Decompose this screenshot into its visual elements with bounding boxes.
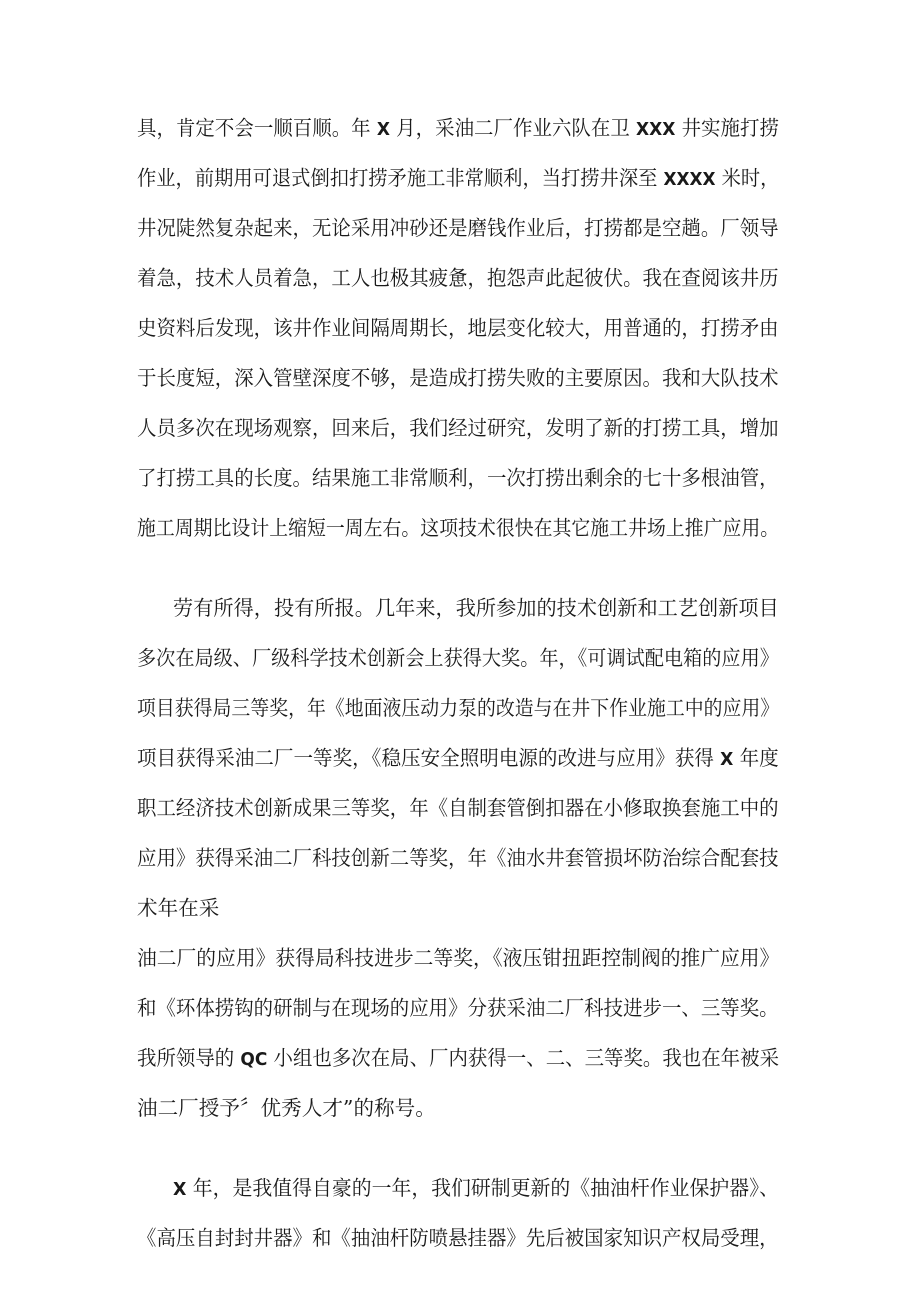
paragraph-1-line-2 <box>137 158 779 198</box>
line-text-segment: 小组也多次在局、厂内获得一、二、三等奖。我也在年被采 <box>267 1046 780 1070</box>
line-text-segment: 年度 <box>733 746 779 770</box>
line-text-segment: 米时， <box>715 166 780 190</box>
paragraph-3-line-1 <box>173 1168 779 1208</box>
paragraph-1-line-8 <box>137 458 779 498</box>
line-text-segment: XXX <box>636 119 676 140</box>
line-text-segment: 于长度短，深入管壁深度不够，是造成打捞失败的主要原因。我和大队技术 <box>137 366 779 390</box>
line-text-segment: 术年在采 <box>137 896 220 920</box>
line-text-segment: QC <box>240 1049 268 1070</box>
line-text-segment: X <box>376 119 390 140</box>
line-text-segment: 井况陡然复杂起来，无论采用冲砂还是磨钱作业后，打捞都是空趟。厂领导 <box>137 216 779 240</box>
paragraph-2-line-5 <box>137 788 779 828</box>
paragraph-1-line-9 <box>137 508 779 548</box>
paragraph-2-line-2 <box>137 638 779 678</box>
line-text-segment: 着急，技术人员着急，工人也极其疲惫，抱怨声此起彼伏。我在查阅该井历 <box>137 266 779 290</box>
paragraph-1-line-1 <box>137 108 779 148</box>
line-text-segment: X <box>173 1179 187 1200</box>
line-text-segment: 人员多次在现场观察，回来后，我们经过研究，发明了新的打捞工具，增加 <box>137 416 779 440</box>
paragraph-2-line-9 <box>137 988 779 1028</box>
line-text-segment: 施工周期比设计上缩短一周左右。这项技术很快在其它施工井场上推广应用。 <box>137 516 780 540</box>
line-text-segment: XXXX <box>663 169 716 190</box>
paragraph-1-line-3 <box>137 208 779 248</box>
paragraph-3-line-2 <box>137 1218 779 1258</box>
paragraph-2-line-3 <box>137 688 779 728</box>
line-text-segment: 作业，前期用可退式倒扣打捞矛施工非常顺利，当打捞井深至 <box>137 166 664 190</box>
paragraph-1-line-5 <box>137 308 779 348</box>
paragraph-2-line-8 <box>137 938 779 978</box>
line-text-segment: 月，采油二厂作业六队在卫 <box>389 116 637 140</box>
paragraph-2-line-4 <box>137 738 779 778</box>
line-text-segment: 《高压自封封井器》和《抽油杆防喷悬挂器》先后被国家知识产权局受理， <box>137 1226 779 1250</box>
paragraph-2-line-1 <box>173 588 779 628</box>
line-text-segment: 油二厂授予〞优秀人才”的称号。 <box>137 1096 436 1120</box>
line-text-segment: 了打捞工具的长度。结果施工非常顺利，一次打捞出剩余的七十多根油管， <box>137 466 779 490</box>
line-text-segment: 应用》获得采油二厂科技创新二等奖，年《油水井套管损坏防治综合配套技 <box>137 846 779 870</box>
paragraph-1-line-6 <box>137 358 779 398</box>
line-text-segment: 项目获得采油二厂一等奖，《稳压安全照明电源的改进与应用》获得 <box>137 746 721 770</box>
paragraph-2-line-6 <box>137 838 779 878</box>
paragraph-2-line-10 <box>137 1038 779 1078</box>
line-text-segment: 职工经济技术创新成果三等奖，年《自制套管倒扣器在小修取换套施工中的 <box>137 796 779 820</box>
line-text-segment: 和《环体捞钩的研制与在现场的应用》分获采油二厂科技进步一、三等奖。 <box>137 996 779 1020</box>
line-text-segment: 多次在局级、厂级科学技术创新会上获得大奖。年，《可调试配电箱的应用》 <box>137 646 779 670</box>
line-text-segment: 井实施打捞 <box>675 116 779 140</box>
line-text-segment: 劳有所得，投有所报。几年来，我所参加的技术创新和工艺创新项目 <box>173 596 779 620</box>
paragraph-1-line-7 <box>137 408 779 448</box>
line-text-segment: 项目获得局三等奖，年《地面液压动力泵的改造与在井下作业施工中的应用》 <box>137 696 780 720</box>
line-text-segment: 具，肯定不会一顺百顺。年 <box>137 116 377 140</box>
line-text-segment: 我所领导的 <box>137 1046 241 1070</box>
paragraph-2-line-7 <box>137 888 219 928</box>
line-text-segment: X <box>720 749 734 770</box>
line-text-segment: 年，是我值得自豪的一年，我们研制更新的《抽油杆作业保护器》、 <box>186 1176 779 1200</box>
paragraph-1-line-4 <box>137 258 779 298</box>
line-text-segment: 油二厂的应用》获得局科技进步二等奖，《液压钳扭距控制阀的推广应用》 <box>137 946 780 970</box>
line-text-segment: 史资料后发现，该井作业间隔周期长，地层变化较大，用普通的，打捞矛由 <box>137 316 779 340</box>
paragraph-2-line-11 <box>137 1088 436 1128</box>
